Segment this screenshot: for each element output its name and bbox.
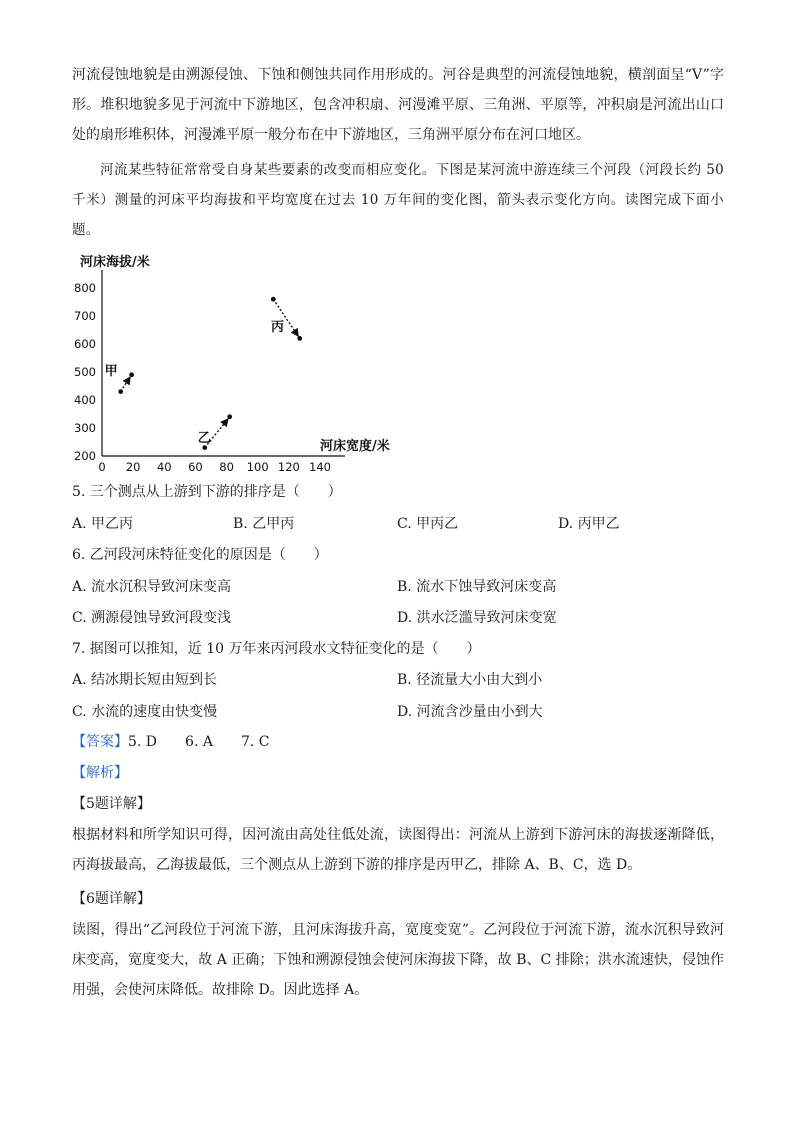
q5-option-d: D. 丙甲乙 — [558, 516, 620, 532]
q5-option-b: B. 乙甲丙 — [233, 516, 295, 532]
question-6-options-row1 — [72, 572, 724, 602]
question-5-stem: 5. 三个测点从上游到下游的排序是（ ） — [72, 484, 342, 500]
y-tick-label: 800 — [74, 281, 96, 295]
q7-option-b: B. 径流量大小由大到小 — [397, 672, 543, 688]
series-arrow-甲 — [121, 377, 130, 391]
series-label: 甲 — [104, 364, 118, 380]
q5-option-c: C. 甲丙乙 — [397, 516, 459, 532]
y-tick-label: 700 — [74, 309, 96, 323]
q6-option-d: D. 洪水泛滥导致河床变宽 — [397, 610, 557, 626]
x-tick-label: 60 — [188, 460, 203, 474]
question-7-options-row2 — [72, 697, 724, 727]
series-start-point-丙 — [271, 297, 276, 302]
y-tick-label: 400 — [74, 393, 96, 407]
series-label: 丙 — [271, 319, 285, 335]
series-end-point-丙 — [297, 336, 302, 341]
series-end-point-乙 — [227, 414, 232, 419]
x-tick-label: 140 — [309, 460, 331, 474]
x-tick-group — [98, 460, 331, 474]
series-group — [105, 297, 303, 450]
detail-6-title: 【6题详解】 — [72, 891, 151, 907]
question-5-options — [72, 509, 724, 539]
y-tick-label: 200 — [74, 449, 96, 463]
elevation-width-chart — [70, 248, 410, 476]
x-tick-label: 20 — [125, 460, 141, 474]
x-tick-label: 120 — [277, 460, 300, 474]
question-6-options-row2 — [72, 603, 724, 633]
series-end-point-甲 — [129, 372, 134, 377]
y-tick-label: 500 — [74, 365, 96, 379]
detail-6-text: 读图，得出“乙河段位于河流下游，且河床海拔升高，宽度变宽”。乙河段位于河流下游，流水沉积导致河床变高，宽度变大，故 A 正确；下蚀和溯源侵蚀会使河床海拔下降，故 B、C 排除；洪水流速快，侵蚀作用强，会使河床降低。故排除 D。因此选择 A。 — [72, 922, 724, 998]
question-7-options-row1 — [72, 665, 724, 695]
x-tick-label: 80 — [219, 460, 234, 474]
y-tick-group — [74, 281, 96, 463]
x-tick-label: 40 — [156, 460, 172, 474]
intro-paragraph-2: 河流某些特征常常受自身某些要素的改变而相应变化。下图是某河流中游连续三个河段（河段长约 50 千米）测量的河床平均海拔和平均宽度在过去 10 万年间的变化图，箭头表示变化方向。读图完成下面小题。 — [72, 162, 724, 238]
series-start-point-甲 — [118, 389, 123, 394]
x-tick-label: 0 — [98, 460, 106, 474]
answer-text: 5. D 6. A 7. C — [128, 734, 270, 750]
q7-option-d: D. 河流含沙量由小到大 — [397, 704, 543, 720]
question-7-stem: 7. 据图可以推知，近 10 万年来丙河段水文特征变化的是（ ） — [72, 641, 481, 657]
answer-label: 【答案】 — [72, 734, 128, 750]
x-axis-label: 河床宽度/米 — [320, 439, 390, 454]
question-6-stem: 6. 乙河段河床特征变化的原因是（ ） — [72, 547, 328, 563]
y-axis-label: 河床海拔/米 — [80, 255, 150, 270]
x-tick-label: 100 — [246, 460, 269, 474]
analysis-label: 【解析】 — [72, 765, 128, 781]
detail-5-text: 根据材料和所学知识可得，因河流由高处往低处流，读图得出：河流从上游到下游河床的海拔逐渐降低，丙海拔最高，乙海拔最低，三个测点从上游到下游的排序是丙甲乙，排除 A、B、C，选 D。 — [72, 827, 724, 873]
q6-option-a: A. 流水沉积导致河床变高 — [72, 579, 232, 595]
y-tick-label: 300 — [74, 421, 96, 435]
q7-option-c: C. 水流的速度由快变慢 — [72, 704, 218, 720]
y-tick-label: 600 — [74, 337, 96, 351]
detail-5-title: 【5题详解】 — [72, 796, 151, 812]
series-label: 乙 — [197, 431, 211, 447]
intro-paragraph-1: 河流侵蚀地貌是由溯源侵蚀、下蚀和侧蚀共同作用形成的。河谷是典型的河流侵蚀地貌，横剖面呈“V”字形。堆积地貌多见于河流中下游地区，包含冲积扇、河漫滩平原、三角洲、平原等，冲积扇是河流出山口处的扇形堆积体，河漫滩平原一般分布在中下游地区，三角洲平原分布在河口地区。 — [72, 67, 724, 143]
answer-line — [72, 727, 724, 757]
q5-option-a: A. 甲乙丙 — [72, 516, 134, 532]
q7-option-a: A. 结冰期长短由短到长 — [72, 672, 218, 688]
q6-option-c: C. 溯源侵蚀导致河段变浅 — [72, 610, 232, 626]
q6-option-b: B. 流水下蚀导致河床变高 — [397, 579, 557, 595]
